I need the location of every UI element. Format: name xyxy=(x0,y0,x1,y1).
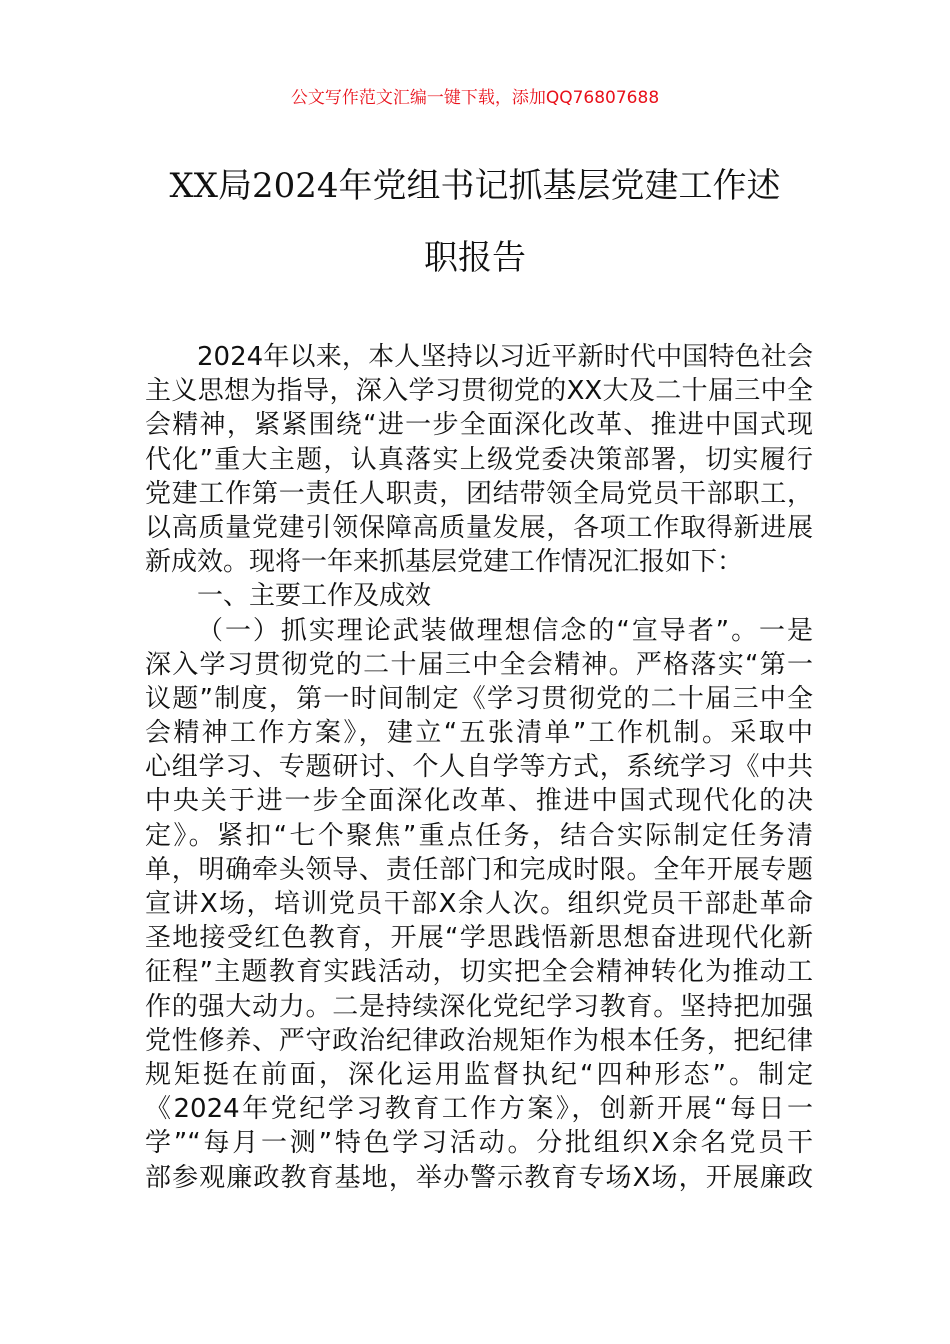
paragraph-line: 会精神，紧紧围绕“进一步全面深化改革、推进中国式现 xyxy=(145,410,813,441)
paragraph-line: 作的强大动力。二是持续深化党纪学习教育。坚持把加强 xyxy=(145,991,813,1022)
title-line-1: XX局2024年党组书记抓基层党建工作述 xyxy=(169,166,781,206)
title-line-2: 职报告 xyxy=(424,238,526,278)
paragraph-line: 单，明确牵头领导、责任部门和完成时限。全年开展专题 xyxy=(145,854,813,885)
paragraph-line: 主义思想为指导，深入学习贯彻党的XX大及二十届三中全 xyxy=(145,376,813,407)
paragraph-line: 深入学习贯彻党的二十届三中全会精神。严格落实“第一 xyxy=(145,649,813,680)
paragraph-line: 《2024年党纪学习教育工作方案》，创新开展“每日一 xyxy=(145,1094,813,1125)
paragraph-line: 代化”重大主题，认真落实上级党委决策部署，切实履行 xyxy=(145,444,813,475)
paragraph-line: 部参观廉政教育基地，举办警示教育专场X场，开展廉政 xyxy=(145,1162,813,1193)
paragraph-line: 以高质量党建引领保障高质量发展，各项工作取得新进展 xyxy=(145,512,813,543)
paragraph-line: 党性修养、严守政治纪律政治规矩作为根本任务，把纪律 xyxy=(145,1025,813,1056)
paragraph-line: 心组学习、专题研讨、个人自学等方式，系统学习《中共 xyxy=(145,752,813,783)
paragraph-line: 党建工作第一责任人职责，团结带领全局党员干部职工， xyxy=(145,478,813,509)
paragraph-line: 议题”制度，第一时间制定《学习贯彻党的二十届三中全 xyxy=(145,683,813,714)
document-title xyxy=(110,150,840,294)
paragraph-line: （一）抓实理论武装做理想信念的“宣导者”。一是 xyxy=(197,615,813,646)
paragraph-line: 中央关于进一步全面深化改革、推进中国式现代化的决 xyxy=(145,786,813,817)
document-body xyxy=(145,340,813,1195)
paragraph-line: 新成效。现将一年来抓基层党建工作情况汇报如下： xyxy=(145,547,744,578)
download-banner: 公文写作范文汇编一键下载，添加QQ76807688 xyxy=(290,88,660,108)
paragraph-line: 规矩挺在前面，深化运用监督执纪“四种形态”。制定 xyxy=(145,1059,813,1090)
paragraph-line: 会精神工作方案》，建立“五张清单”工作机制。采取中 xyxy=(145,718,813,749)
paragraph-line: 定》。紧扣“七个聚焦”重点任务，结合实际制定任务清 xyxy=(145,820,813,851)
paragraph-line: 宣讲X场，培训党员干部X余人次。组织党员干部赴革命 xyxy=(145,889,813,919)
paragraph-line: 2024年以来，本人坚持以习近平新时代中国特色社会 xyxy=(197,342,813,372)
paragraph-line: 圣地接受红色教育，开展“学思践悟新思想奋进现代化新 xyxy=(145,923,813,954)
paragraph-line: 学”“每月一测”特色学习活动。分批组织X余名党员干 xyxy=(145,1128,813,1159)
section-heading: 一、主要工作及成效 xyxy=(197,581,432,612)
paragraph-line: 征程”主题教育实践活动，切实把全会精神转化为推动工 xyxy=(145,957,813,988)
